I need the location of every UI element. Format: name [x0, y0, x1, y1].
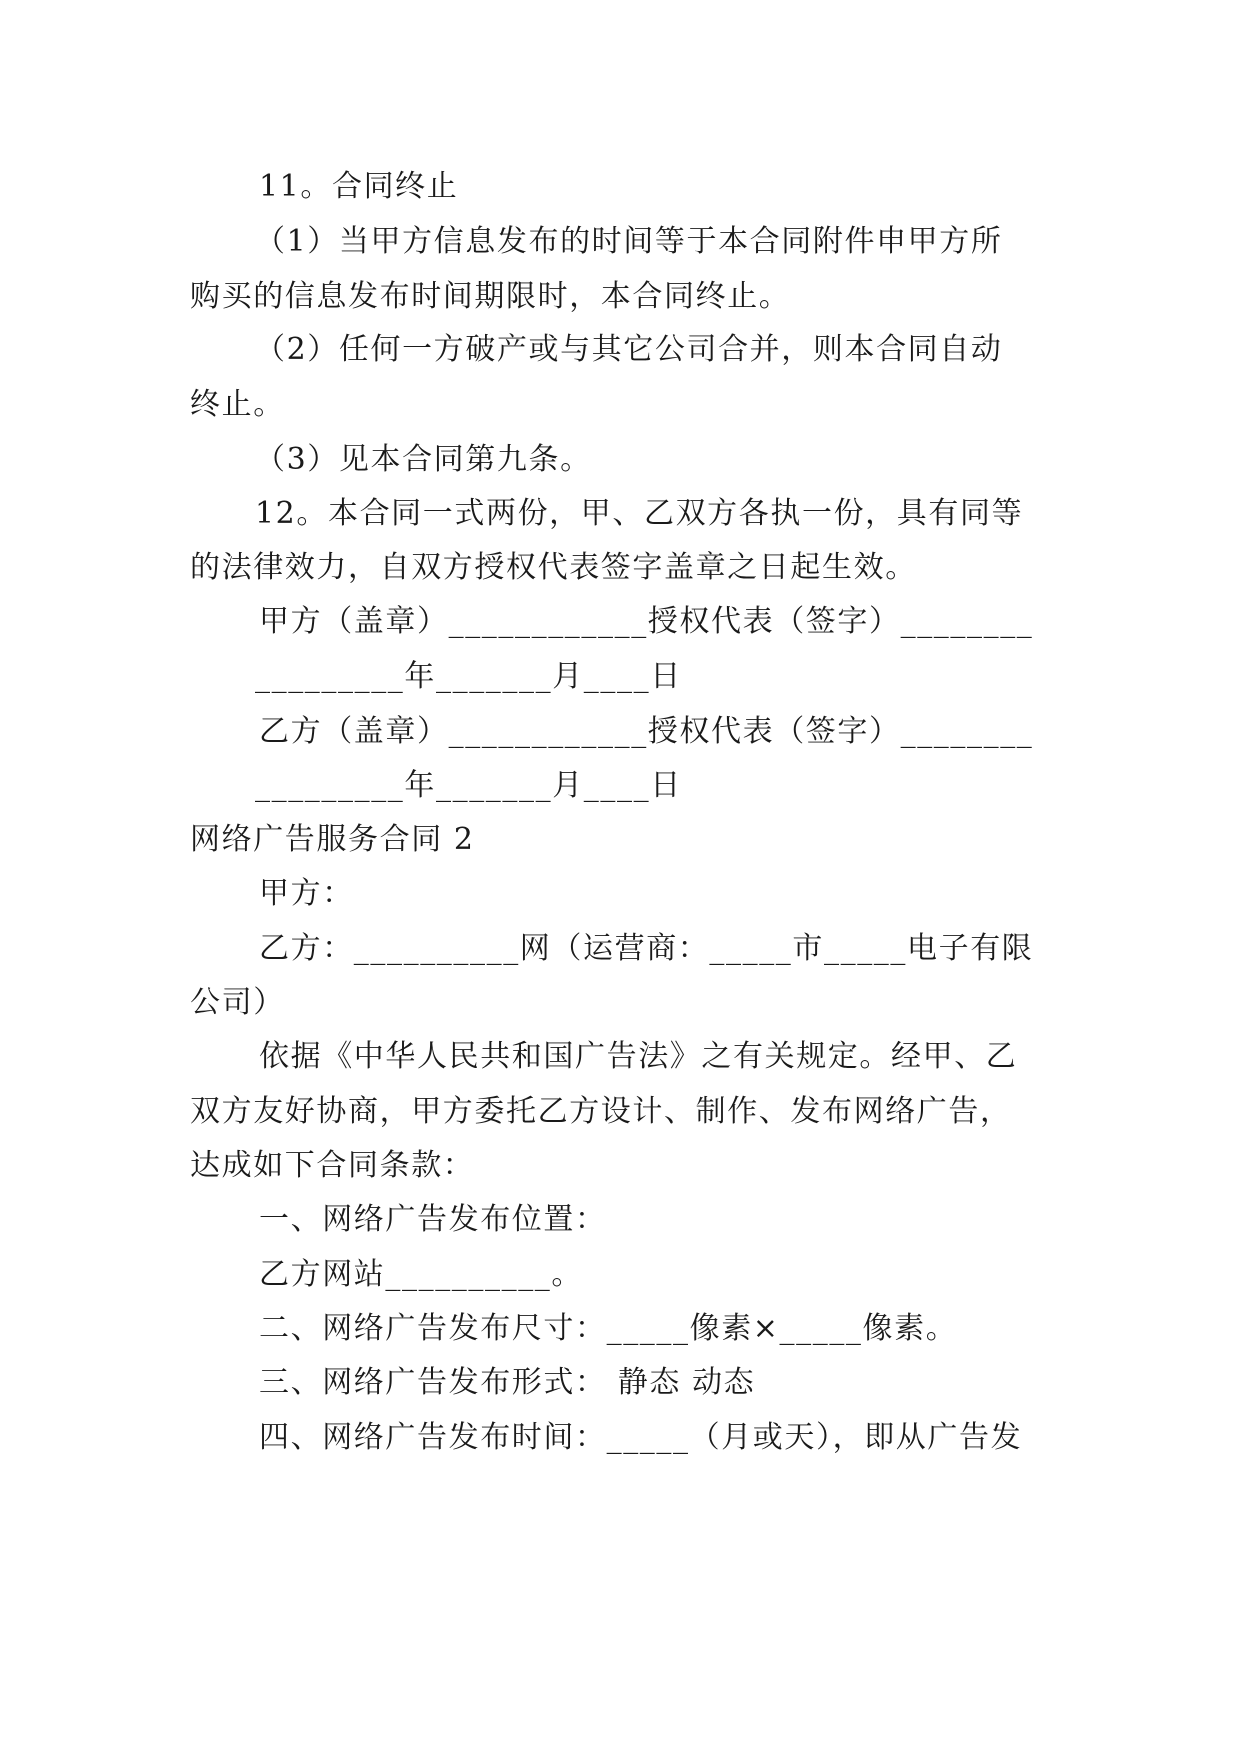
clause-11-heading: 11。合同终止 [259, 169, 459, 204]
party-b-line: 乙方：__________网（运营商：_____市_____电子有限 [259, 931, 1034, 966]
section-4-time: 四、网络广告发布时间：_____（月或天），即从广告发 [259, 1420, 1023, 1455]
party-a-label: 甲方： [259, 876, 354, 911]
party-a-signature-line: 甲方（盖章）____________授权代表（签字）________ [259, 604, 1034, 639]
party-b-signature-line: 乙方（盖章）____________授权代表（签字）________ [259, 714, 1034, 749]
section-1-website: 乙方网站__________。 [259, 1257, 583, 1292]
preamble-line-1: 依据《中华人民共和国广告法》之有关规定。经甲、乙 [259, 1039, 1018, 1074]
clause-11-item-1-cont: 购买的信息发布时间期限时，本合同终止。 [190, 279, 791, 314]
clause-12-cont: 的法律效力，自双方授权代表签字盖章之日起生效。 [190, 550, 917, 585]
section-3-form: 三、网络广告发布形式： 静态 动态 [259, 1365, 756, 1400]
clause-11-item-2-cont: 终止。 [190, 387, 285, 422]
clause-11-item-1: （1）当甲方信息发布的时间等于本合同附件申甲方所 [255, 224, 1003, 259]
party-a-date-line: _________年_______月____日 [255, 659, 682, 694]
contract-2-title: 网络广告服务合同 2 [190, 822, 475, 857]
party-b-line-cont: 公司） [190, 985, 285, 1020]
section-1-heading: 一、网络广告发布位置： [259, 1202, 607, 1237]
party-b-date-line: _________年_______月____日 [255, 768, 682, 803]
clause-11-item-2: （2）任何一方破产或与其它公司合并，则本合同自动 [255, 332, 1003, 367]
preamble-line-2: 双方友好协商，甲方委托乙方设计、制作、发布网络广告， [190, 1094, 1012, 1129]
clause-11-item-3: （3）见本合同第九条。 [255, 442, 592, 477]
section-2-size: 二、网络广告发布尺寸：_____像素×_____像素。 [259, 1311, 958, 1346]
preamble-line-3: 达成如下合同条款： [190, 1148, 475, 1183]
clause-12: 12。本合同一式两份，甲、乙双方各执一份，具有同等 [255, 496, 1024, 531]
